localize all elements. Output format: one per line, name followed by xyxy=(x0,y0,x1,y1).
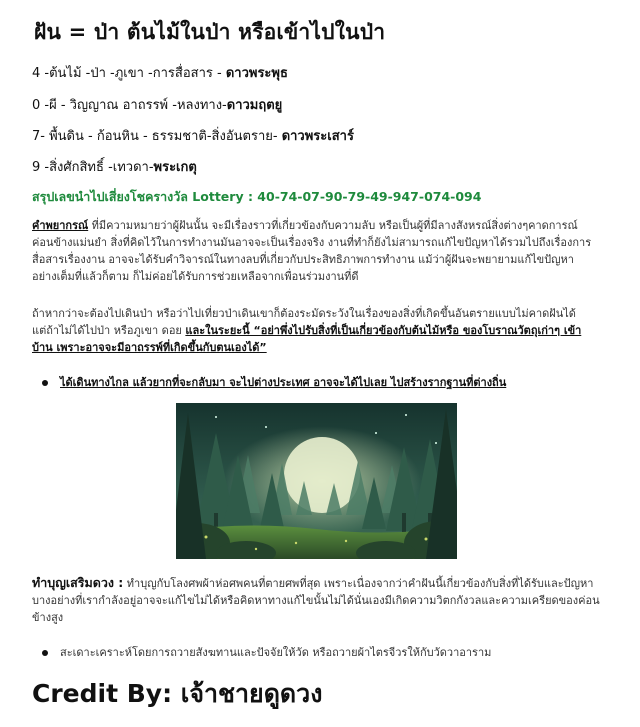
forest-illustration xyxy=(176,403,457,559)
caution-emphasis: และในระยะนี้ “อย่าพึ่งไปรับสิ่งที่เป็นเกี่ยวข้องกับต้นไม้หรือ ของโบราณวัตถุเก่าๆ เข้าบ้าน เพราะอาจจะมีอาถรรพ์ที่เกิดขึ้นกับตนเองได้” xyxy=(32,324,582,354)
merit-body: ทำบุญกับโลงศพผ้าห่อศพคนที่ตายศพที่สุด เพราะเนื่องจากว่าคำฝันนี้เกี่ยวข้องกับสิ่งที่ได้รับและปัญหาบางอย่างที่เรากำลังอยู่อาจจะแก้ไขไม่ได้หรือคิดหาทางแก้ไขนั้นไม่ได้นั่นเองมีเกิดความวิตกกังวลและความเครียดของค่อนข้างสูง xyxy=(32,577,600,624)
number-line-text: 9 -สิ่งศักสิทธิ์ -เทวดา- xyxy=(32,160,154,175)
number-line-planet: ดาวมฤตยู xyxy=(226,98,283,113)
number-line-9 xyxy=(32,156,197,177)
number-line-text: 0 -ผี - วิญญาณ อาถรรพ์ -หลงทาง- xyxy=(32,98,227,113)
bullet-icon xyxy=(42,380,48,386)
list-item-text: สะเดาะเคราะห์โดยการถวายสังฆทานและปัจจัยให้วัด หรือถวายผ้าไตรจีวรให้กับวัดวาอาราม xyxy=(60,646,492,659)
list-item-donate xyxy=(42,644,602,661)
lottery-summary: สรุปเลขนำไปเสี่ยงโชครางวัล Lottery : 40-74-07-90-79-49-947-074-094 xyxy=(32,189,482,204)
number-line-4 xyxy=(32,62,288,83)
merit-lead: ทำบุญเสริมดวง : xyxy=(32,575,124,590)
merit-paragraph xyxy=(32,574,602,626)
number-line-0 xyxy=(32,94,282,115)
list-item-travel xyxy=(42,374,602,391)
number-line-text: 7- พื้นดิน - ก้อนหิน - ธรรมชาติ-สิ่งอันตราย- xyxy=(32,129,282,144)
number-line-planet: ดาวพระเสาร์ xyxy=(281,129,354,144)
credit-line: Credit By: เจ้าชายดูดวง xyxy=(32,679,323,708)
number-line-text: 4 -ต้นไม้ -ป่า -ภูเขา -การสื่อสาร - xyxy=(32,66,226,81)
prediction-paragraph xyxy=(32,217,592,285)
caution-paragraph xyxy=(32,305,592,356)
number-line-planet: พระเกตุ xyxy=(153,160,197,175)
number-line-7 xyxy=(32,125,354,146)
bullet-icon xyxy=(42,650,48,656)
prediction-body: ที่มีความหมายว่าผู้ฝันนั้น จะมีเรื่องราวที่เกี่ยวข้องกับความลับ หรือเป็นผู้ที่มีลางสังหรณ์สิ่งต่างๆคาดการณ์ค่อนข้างแม่นยำ สิ่งที่คิดไว้ในการทำงานมันอาจจะเป็นเรื่องจริง งานที่ทำก็ยังไม่สามารถแก้ไขปัญหาได้รวมไปถึงเรื่องการสื่อสารเรื่องงาน อาจจะได้รับคำวิจารณ์ในทางลบที่เกี่ยวกับประสิทธิภาพการทำงาน แม้ว่าผู้ฝันจะพยายามแก้ไขปัญหาอย่างเต็มที่แล้วก็ตาม ก็ไม่ค่อยได้รับการช่วยเหลือจากเพื่อนร่วมงานที่ดี xyxy=(32,219,592,283)
list-item-text: ได้เดินทางไกล แล้วยากที่จะกลับมา จะไปต่างประเทศ อาจจะได้ไปเลย ไปสร้างรากฐานที่ต่างถิ่น xyxy=(60,376,507,389)
prediction-lead: คำพยากรณ์ xyxy=(32,219,89,232)
page-title: ฝัน = ป่า ต้นไม้ในป่า หรือเข้าไปในป่า xyxy=(34,20,386,44)
forest-scene-icon xyxy=(176,403,457,559)
caution-body: ถ้าหากว่าจะต้องไปเดินป่า หรือว่าไปเที่ยวป่าเดินเขาก็ต้องระมัดระวังในเรื่องของสิ่งที่เกิดขึ้นอันตรายแบบไม่คาดฝันได้ แต่ถ้าไม่ได้ไปป่า หรือภูเขา ดอย xyxy=(32,307,576,337)
number-line-planet: ดาวพระพุธ xyxy=(225,66,288,81)
